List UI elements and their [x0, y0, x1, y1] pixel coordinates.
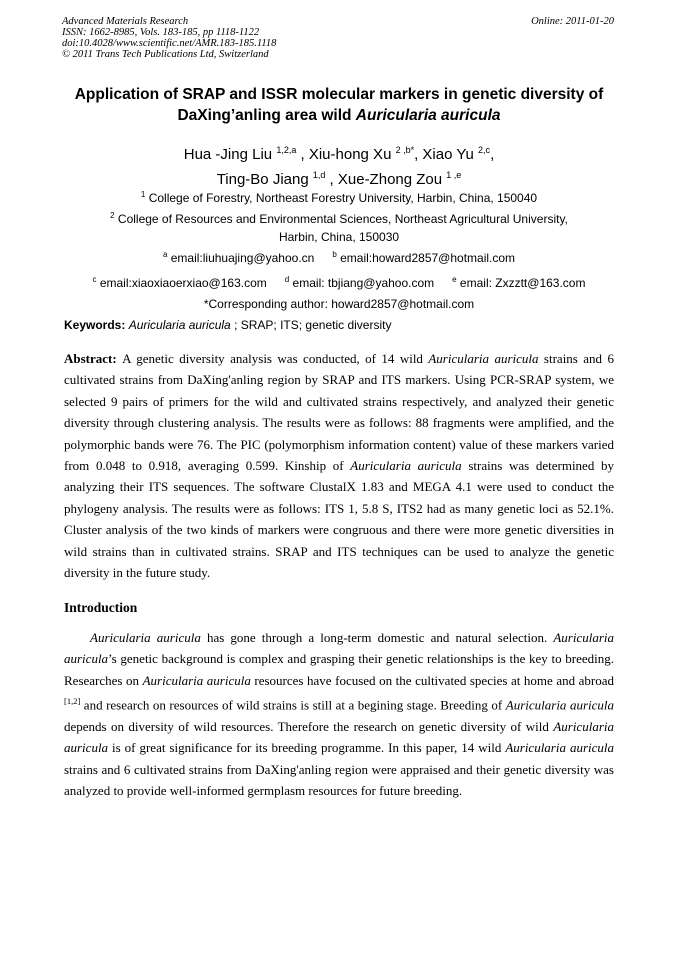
- abstract-text: A genetic diversity analysis was conducted, of 14 wild: [122, 351, 429, 366]
- title-line-2: [40, 105, 638, 126]
- author-name: Hua -Jing Liu: [183, 146, 277, 163]
- intro-text: is of great significance for its breeding programme. In this paper, 14 wild: [108, 740, 506, 756]
- intro-text: depends on diversity of wild resources. Therefore the research on genetic diversity of wild: [64, 718, 554, 734]
- journal-name: Advanced Materials Research: [62, 16, 189, 27]
- author-list: [40, 140, 638, 190]
- title-line-2-species: Auricularia auricula: [355, 107, 501, 124]
- author-affil-sup: 1,d: [312, 170, 326, 180]
- affiliation-2-cont: Harbin, China, 150030: [278, 230, 400, 244]
- introduction-heading: Introduction: [64, 600, 138, 615]
- intro-text: ’s genetic background is complex and grasping their genetic relationships is the key to breeding. Researches on: [64, 651, 614, 688]
- journal-issn: ISSN: 1662-8985, Vols. 183-185, pp 1118-1122: [62, 27, 260, 38]
- affiliation-sup: 2: [110, 211, 115, 220]
- title-line-2-plain: DaXing’anling area wild: [177, 107, 356, 124]
- intro-species: Auricularia auricula: [142, 672, 251, 688]
- paper-title: [40, 84, 638, 126]
- email-sup: e: [452, 275, 457, 284]
- author-name: , Xiao Yu: [414, 146, 479, 163]
- intro-text: has gone through a long-term domestic and natural selection.: [200, 630, 554, 645]
- abstract-text: strains and 6 cultivated strains from DaXing'anling region by SRAP and ITS markers. Using PCR-SRAP system, we selected 9 pairs of primers for the wild and cultivated strains respectively, and analyzed their genetic diversity through clustering analysis. The results were as follows: 88 fragments were amplified, and the polymorphic bands were 76. The PIC (polymorphism information content) value of these markers varied from 0.048 to 0.918, averaging 0.599. Kinship of: [64, 351, 614, 474]
- corresponding-author: *Corresponding author: howard2857@hotmail.com: [203, 297, 475, 311]
- abstract-label: Abstract:: [64, 351, 123, 366]
- email-list: [40, 244, 638, 315]
- author-affil-sup: 2 ,b*: [395, 145, 415, 155]
- abstract: [64, 348, 614, 583]
- email-c: email:xiaoxiaoerxiao@163.com: [96, 276, 267, 290]
- email-a: email:liuhuajing@yahoo.cn: [167, 251, 315, 265]
- email-line-1: [40, 244, 638, 269]
- intro-species: Auricularia auricula: [90, 630, 201, 645]
- email-sup: c: [92, 275, 97, 284]
- keywords-label: Keywords:: [64, 318, 129, 332]
- abstract-text: strains was determined by analyzing their ITS sequences. The software ClustalX 1.83 and MEGA 4.1 were used to conduct the phylogeny analysis. The results were as follows: ITS 1, 5.8 S, ITS2 had as many genetic loci as 52.1%. Cluster analysis of the two kinds of markers were congruous and there were more genetic diversities in wild strains than in cultivated strains. SRAP and ITS techniques can be used to analyze the genetic diversity in the future study.: [64, 458, 614, 581]
- author-affil-sup: 1 ,e: [446, 170, 462, 180]
- email-sup: b: [332, 250, 337, 259]
- intro-species: Auricularia auricula: [64, 630, 615, 667]
- online-date: Online: 2011-01-20: [531, 16, 614, 27]
- keywords-species: Auricularia auricula: [128, 318, 231, 332]
- email-line-2: [40, 269, 638, 294]
- abstract-species: Auricularia auricula: [350, 458, 462, 474]
- author-name: , Xue-Zhong Zou: [325, 171, 447, 188]
- affiliation-list: [40, 186, 638, 246]
- intro-species: Auricularia auricula: [505, 697, 614, 713]
- affiliation-1: [40, 186, 638, 207]
- email-e: email: Zxzztt@163.com: [456, 276, 586, 290]
- author-affil-sup: 2,c: [478, 145, 491, 155]
- introduction-paragraph: [64, 627, 614, 802]
- citation-ref: [1,2]: [64, 696, 81, 707]
- email-d: email: tbjiang@yahoo.com: [289, 276, 435, 290]
- keywords: [64, 318, 391, 332]
- abstract-species: Auricularia auricula: [428, 351, 539, 366]
- author-name: Ting-Bo Jiang: [216, 171, 313, 188]
- author-affil-sup: 1,2,a: [276, 145, 297, 155]
- affiliation-sup: 1: [140, 190, 146, 199]
- journal-header: [62, 16, 276, 60]
- affiliation-text: College of Resources and Environmental Sciences, Northeast Agricultural University,: [114, 212, 568, 226]
- intro-text: strains and 6 cultivated strains from DaXing'anling region were appraised and their genetic diversity was analyzed to provide well-informed germplasm resources for future breeding.: [64, 761, 614, 799]
- email-b: email:howard2857@hotmail.com: [336, 251, 516, 265]
- author-line-1: [40, 140, 638, 165]
- email-sup: a: [162, 250, 168, 259]
- author-name: , Xiu-hong Xu: [296, 146, 396, 163]
- journal-copyright: © 2011 Trans Tech Publications Ltd, Switzerland: [62, 49, 269, 60]
- keywords-rest: ; SRAP; ITS; genetic diversity: [230, 318, 392, 332]
- intro-text: and research on resources of wild strains is still at a begining stage. Breeding of: [80, 697, 506, 713]
- intro-species: Auricularia auricula: [64, 718, 614, 756]
- intro-species: Auricularia auricula: [505, 740, 614, 756]
- affiliation-text: College of Forestry, Northeast Forestry University, Harbin, China, 150040: [145, 191, 538, 205]
- journal-doi: doi:10.4028/www.scientific.net/AMR.183-185.1118: [62, 38, 277, 49]
- affiliation-2: [40, 207, 638, 228]
- title-line-1: Application of SRAP and ISSR molecular markers in genetic diversity of: [74, 86, 604, 103]
- email-sup: d: [284, 275, 290, 284]
- author-separator: ,: [490, 146, 495, 163]
- intro-text: resources have focused on the cultivated species at home and abroad: [250, 672, 615, 688]
